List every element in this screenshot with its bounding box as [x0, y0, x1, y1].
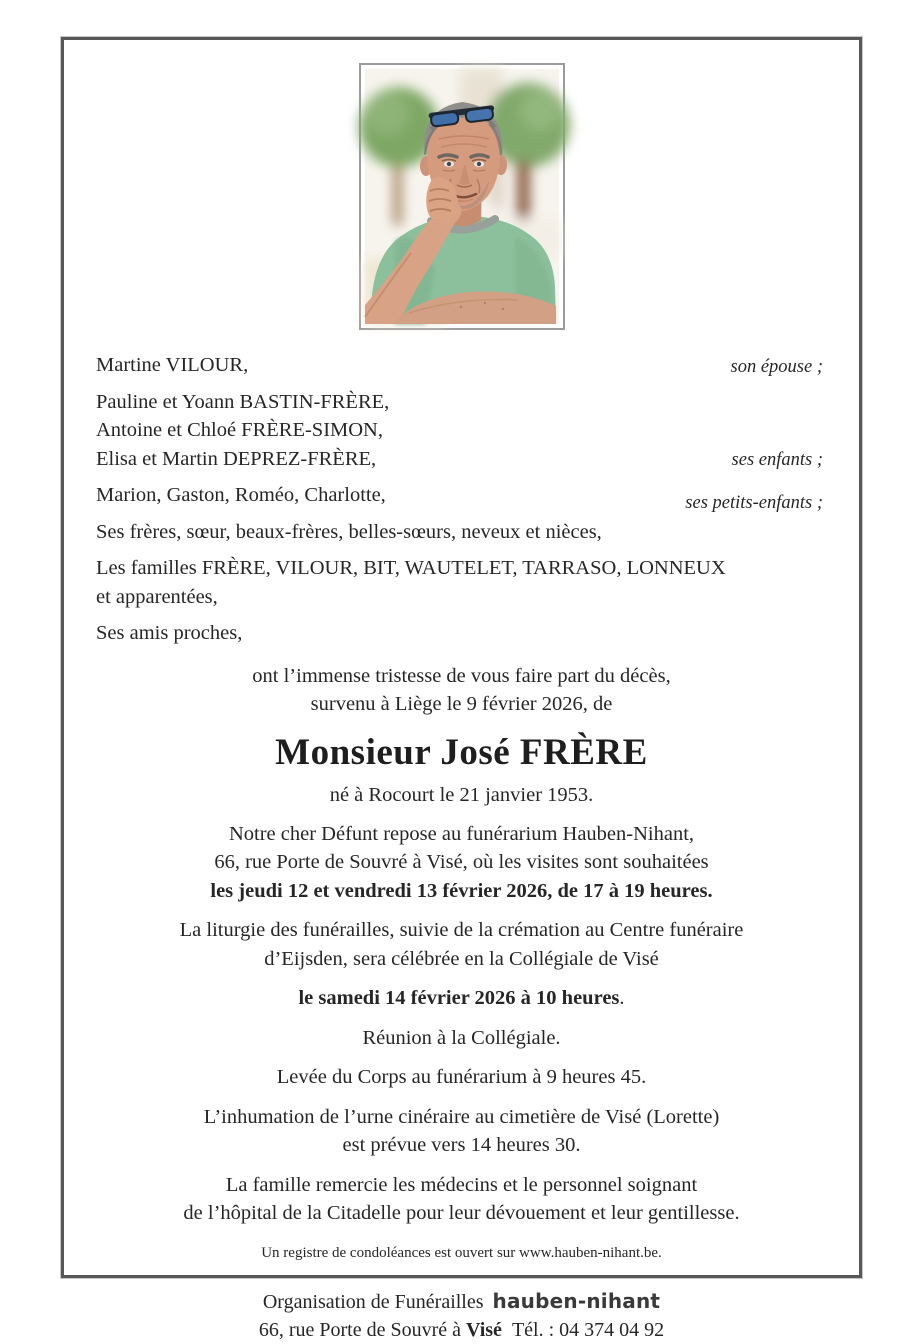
- family-member: Elisa et Martin DEPREZ-FRÈRE,: [96, 447, 377, 470]
- family-member: Ses frères, sœur, beaux-frères, belles-sœurs, neveux et nièces,: [96, 520, 602, 543]
- announcement: [64, 662, 859, 719]
- birth-line: né à Rocourt le 21 janvier 1953.: [329, 783, 594, 806]
- footer-city: Visé: [466, 1318, 502, 1341]
- register-line: Un registre de condoléances est ouvert sur www.hauben-nihant.be.: [261, 1244, 662, 1261]
- family-member: Martine VILOUR,: [96, 354, 249, 376]
- announcement-line: survenu à Liège le 9 février 2026, de: [310, 693, 613, 715]
- inhumation-line: est prévue vers 14 heures 30.: [342, 1134, 581, 1156]
- thanks-paragraph: [64, 1171, 859, 1228]
- inhumation-paragraph: [64, 1103, 859, 1160]
- visits-dates: les jeudi 12 et vendredi 13 février 2026, de 17 à 19 heures.: [210, 879, 713, 902]
- ceremony-date: le samedi 14 février 2026 à 10 heures: [298, 987, 620, 1009]
- footer-phone: Tél. : 04 374 04 92: [511, 1318, 665, 1341]
- deceased-name: Monsieur José FRÈRE: [275, 731, 648, 773]
- thanks-line: La famille remercie les médecins et le personnel soignant: [225, 1173, 698, 1196]
- family-group-grandchildren: [96, 481, 823, 513]
- family-member: Les familles FRÈRE, VILOUR, BIT, WAUTELET, TARRASO, LONNEUX: [96, 557, 726, 579]
- footer-organisation: [64, 1287, 859, 1316]
- footer-address-prefix: 66, rue Porte de Souvré à: [258, 1318, 462, 1341]
- liturgy-paragraph: [64, 916, 859, 973]
- notice-frame: [61, 37, 862, 1341]
- relation-label: son épouse ;: [730, 356, 823, 377]
- levee-line: Levée du Corps au funérarium à 9 heures 45.: [276, 1066, 647, 1088]
- repose-line: Notre cher Défunt repose au funérarium Hauben-Nihant,: [228, 822, 695, 845]
- thanks-line: de l’hôpital de la Citadelle pour leur dévouement et leur gentillesse.: [183, 1202, 740, 1224]
- family-group-siblings: [96, 518, 823, 547]
- relation-label: ses petits-enfants ;: [685, 492, 823, 513]
- family-group-spouse: [96, 351, 823, 380]
- reunion-line: Réunion à la Collégiale.: [362, 1026, 561, 1049]
- footer-address: [64, 1316, 859, 1344]
- footer-org-text: Organisation de Funérailles: [262, 1290, 484, 1313]
- announcement-line: ont l’immense tristesse de vous faire part du décès,: [252, 664, 671, 687]
- repose-line: 66, rue Porte de Souvré à Visé, où les visites sont souhaitées: [214, 851, 709, 873]
- family-group-families: [96, 554, 823, 611]
- relation-label: ses enfants ;: [731, 450, 823, 470]
- family-member: Pauline et Yoann BASTIN-FRÈRE,: [96, 390, 390, 413]
- family-member: Ses amis proches,: [96, 622, 243, 644]
- family-list: [64, 351, 859, 648]
- footer-divider: [276, 1278, 648, 1279]
- family-member: Antoine et Chloé FRÈRE-SIMON,: [96, 419, 383, 441]
- portrait-photo: [365, 69, 559, 324]
- family-group-friends: [96, 619, 823, 648]
- family-member: Marion, Gaston, Roméo, Charlotte,: [96, 484, 386, 506]
- inhumation-line: L’inhumation de l’urne cinéraire au cimetière de Visé (Lorette): [203, 1105, 720, 1128]
- liturgy-line: d’Eijsden, sera célébrée en la Collégiale de Visé: [264, 947, 659, 970]
- family-member: et apparentées,: [96, 585, 218, 608]
- ceremony-date-line: [64, 984, 859, 1013]
- portrait-photo-frame: [359, 63, 565, 330]
- ceremony-date-period: .: [619, 987, 625, 1009]
- funeral-home-logo: hauben-nihant: [492, 1288, 661, 1313]
- liturgy-line: La liturgie des funérailles, suivie de la crémation au Centre funéraire: [179, 919, 744, 941]
- repose-paragraph: [64, 820, 859, 906]
- family-group-children: [96, 388, 823, 474]
